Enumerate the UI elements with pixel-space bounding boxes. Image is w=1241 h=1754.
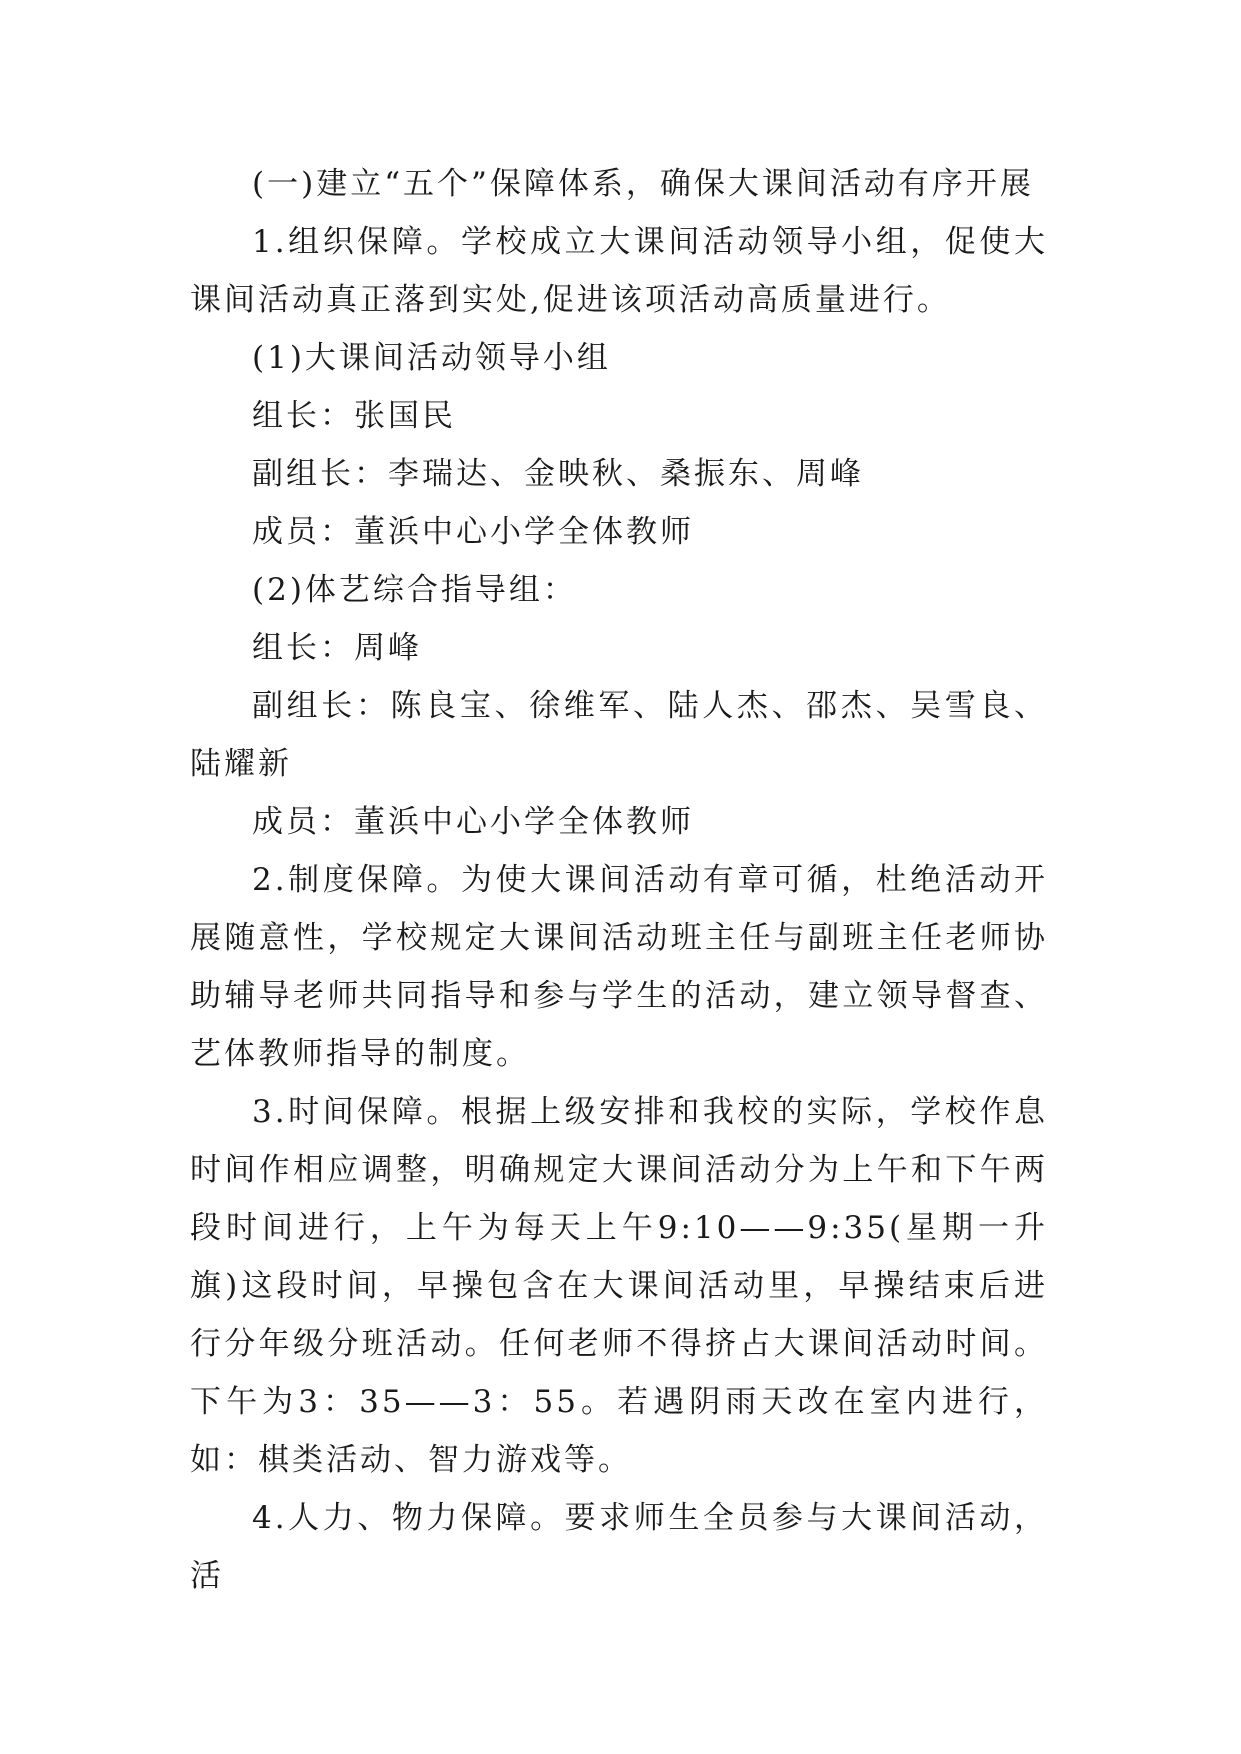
- members-line: 成员：董浜中心小学全体教师: [252, 514, 694, 550]
- paragraph-time: 3.时间保障。根据上级安排和我校的实际，学校作息时间作相应调整，明确规定大课间活动分为上午和下午两段时间进行，上午为每天上午9:10——9:35(星期一升旗)这段时间，早操包含在大课间活动里，早操结束后进行分年级分班活动。任何老师不得挤占大课间活动时间。下午为3：35——3：55。若遇阴雨天改在室内进行，如：棋类活动、智力游戏等。: [190, 1094, 1048, 1478]
- paragraph-system: 2.制度保障。为使大课间活动有章可循，杜绝活动开展随意性，学校规定大课间活动班主任与副班主任老师协助辅导老师共同指导和参与学生的活动，建立领导督查、艺体教师指导的制度。: [190, 862, 1048, 1072]
- paragraph-resources: 4.人力、物力保障。要求师生全员参与大课间活动，活: [190, 1500, 1048, 1594]
- subheading-arts-group: (2)体艺综合指导组：: [252, 572, 577, 608]
- paragraph-organization: 1.组织保障。学校成立大课间活动领导小组，促使大课间活动真正落到实处,促进该项活动高质量进行。: [190, 224, 1048, 318]
- arts-leader-line: 组长：周峰: [252, 630, 422, 666]
- arts-members-line: 成员：董浜中心小学全体教师: [252, 804, 694, 840]
- section-heading: (一)建立“五个”保障体系，确保大课间活动有序开展: [252, 166, 1034, 202]
- arts-deputy-line: 副组长：陈良宝、徐维军、陆人杰、邵杰、吴雪良、陆耀新: [190, 688, 1048, 782]
- document-body: [190, 155, 1048, 1605]
- deputy-leader-line: 副组长：李瑞达、金映秋、桑振东、周峰: [252, 456, 864, 492]
- subheading-leadership-group: (1)大课间活动领导小组: [252, 340, 611, 376]
- leader-line: 组长：张国民: [252, 398, 456, 434]
